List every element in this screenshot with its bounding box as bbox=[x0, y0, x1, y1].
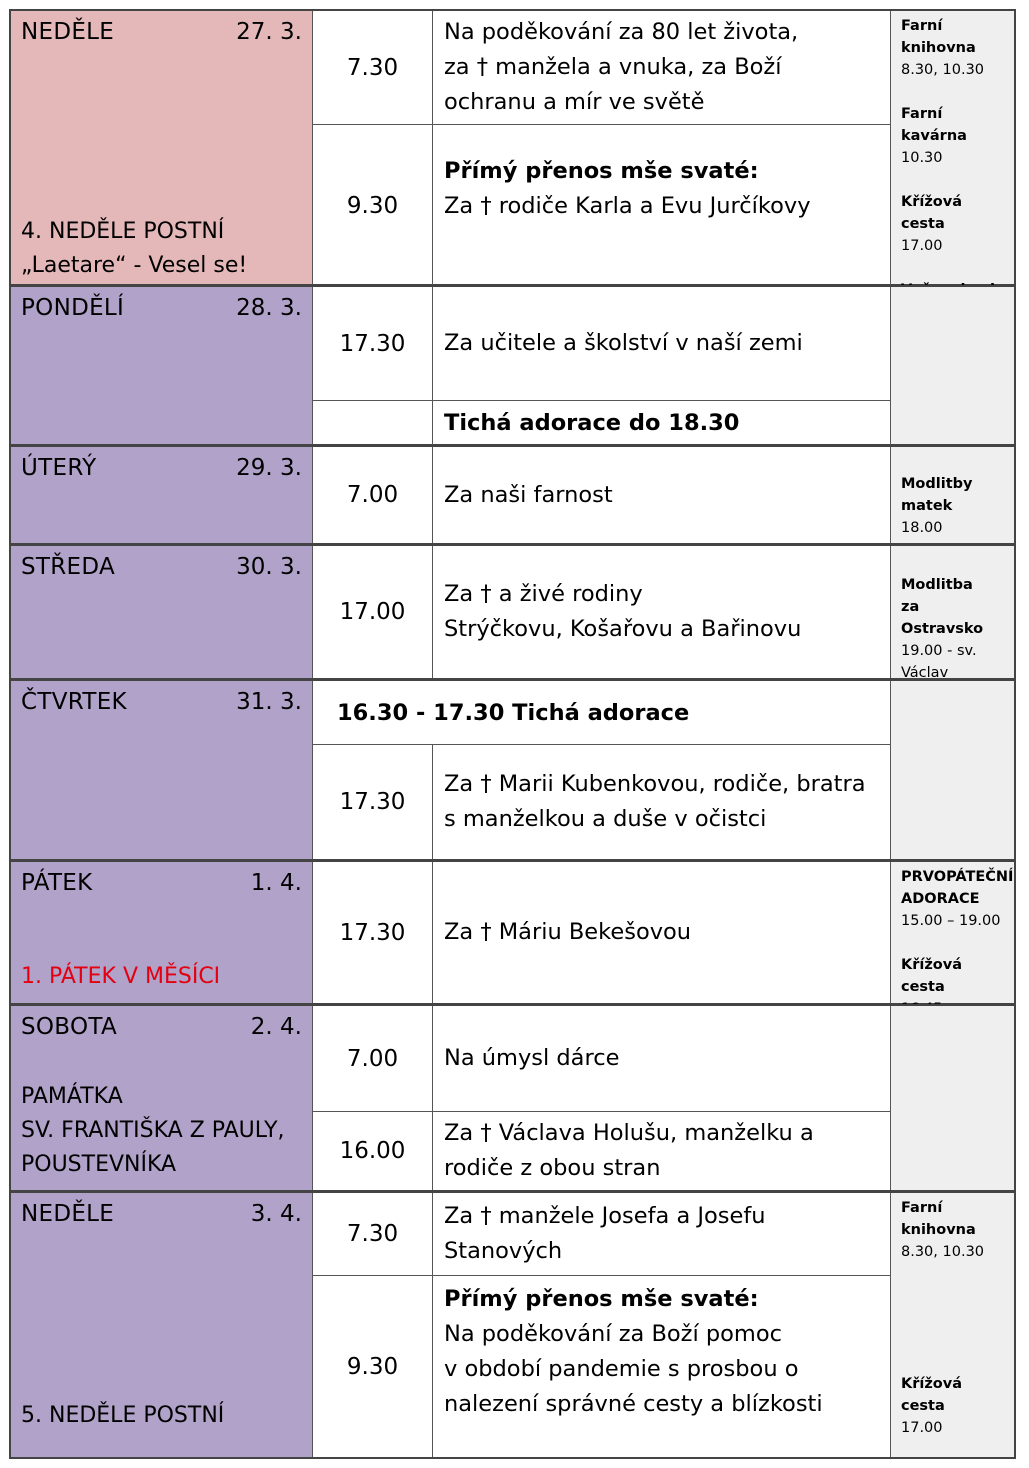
event-title: Modlitby matek bbox=[901, 476, 973, 514]
day-note-line: POUSTEVNÍKA bbox=[21, 1152, 177, 1177]
event-time: 17.00 bbox=[901, 1420, 943, 1436]
mass-row bbox=[313, 447, 891, 543]
day-block bbox=[9, 1004, 1016, 1192]
day-name: ČTVRTEK bbox=[21, 689, 127, 715]
mass-intention bbox=[433, 1006, 890, 1111]
mass-intention bbox=[433, 546, 890, 678]
day-date: 2. 4. bbox=[250, 1014, 302, 1040]
intention-line: Za † Marii Kubenkovou, rodiče, bratra bbox=[444, 771, 866, 797]
intention-line: Za † a živé rodiny bbox=[444, 581, 643, 607]
event-time: 15.00 – 19.00 bbox=[901, 913, 1001, 929]
side-events bbox=[891, 447, 1014, 543]
intention-line: Stanových bbox=[444, 1238, 563, 1264]
day-note bbox=[21, 1080, 285, 1182]
mass-intention bbox=[433, 1112, 890, 1190]
day-name: SOBOTA bbox=[21, 1014, 117, 1040]
day-block bbox=[9, 679, 1016, 861]
adoration-time-empty bbox=[313, 401, 433, 446]
broadcast-heading: Přímý přenos mše svaté: bbox=[444, 158, 759, 184]
mass-intention bbox=[433, 1276, 890, 1457]
event-time: 19.00 - sv. Václav bbox=[901, 643, 977, 681]
event-title: Modlitba za Ostravsko bbox=[901, 577, 984, 637]
event-time: 8.30, 10.30 bbox=[901, 1244, 985, 1260]
mass-row bbox=[313, 124, 891, 286]
day-date: 3. 4. bbox=[250, 1201, 302, 1227]
adoration-row bbox=[313, 400, 891, 446]
side-events bbox=[891, 546, 1014, 681]
mass-time: 17.00 bbox=[313, 546, 433, 678]
side-events bbox=[891, 11, 1014, 284]
day-cell bbox=[11, 447, 313, 543]
side-events bbox=[891, 862, 1014, 1003]
event-title: Křížová cesta bbox=[901, 1376, 962, 1414]
day-cell bbox=[11, 11, 313, 284]
day-cell bbox=[11, 862, 313, 1003]
day-name: PÁTEK bbox=[21, 870, 93, 896]
weekly-schedule bbox=[9, 9, 1016, 1459]
intention-line: Na poděkování za Boží pomoc bbox=[444, 1321, 782, 1347]
day-date: 29. 3. bbox=[236, 455, 302, 481]
event-title: Křížová cesta bbox=[901, 957, 962, 995]
mass-row bbox=[313, 744, 891, 859]
intention-line: rodiče z obou stran bbox=[444, 1155, 661, 1181]
mass-row bbox=[313, 1006, 891, 1111]
mass-row bbox=[313, 287, 891, 400]
day-block bbox=[9, 9, 1016, 286]
mass-time: 17.30 bbox=[313, 745, 433, 859]
mass-row bbox=[313, 1193, 891, 1275]
intention-line: ochranu a mír ve světě bbox=[444, 89, 705, 115]
day-block bbox=[9, 1191, 1016, 1459]
day-name: PONDĚLÍ bbox=[21, 295, 125, 321]
mass-intention bbox=[433, 447, 890, 543]
event-title: Farní kavárna bbox=[901, 106, 967, 144]
mass-time: 7.30 bbox=[313, 11, 433, 124]
mass-row bbox=[313, 11, 891, 124]
mass-intention bbox=[433, 862, 890, 1003]
day-cell bbox=[11, 287, 313, 444]
intention-line: Na úmysl dárce bbox=[444, 1045, 620, 1071]
intention-line: Za naši farnost bbox=[444, 481, 613, 508]
day-block bbox=[9, 445, 1016, 545]
day-name: NEDĚLE bbox=[21, 1201, 115, 1227]
day-date: 31. 3. bbox=[236, 689, 302, 715]
mass-intention bbox=[433, 745, 890, 859]
day-note bbox=[21, 215, 247, 283]
mass-time: 9.30 bbox=[313, 125, 433, 286]
first-friday-note: 1. PÁTEK V MĚSÍCI bbox=[21, 964, 221, 989]
day-block bbox=[9, 544, 1016, 680]
day-note-line: SV. FRANTIŠKA Z PAULY, bbox=[21, 1118, 285, 1143]
intention-line: Za † manžele Josefa a Josefu bbox=[444, 1203, 766, 1229]
intention-line: Za učitele a školství v naší zemi bbox=[444, 330, 803, 356]
mass-time: 9.30 bbox=[313, 1276, 433, 1457]
mass-intention bbox=[433, 125, 890, 286]
day-note-line: PAMÁTKA bbox=[21, 1084, 123, 1109]
day-note-line: „Laetare“ - Vesel se! bbox=[21, 253, 248, 278]
side-events bbox=[891, 287, 1014, 444]
intention-line: s manželkou a duše v očistci bbox=[444, 806, 767, 832]
mass-intention bbox=[433, 1193, 890, 1275]
mass-time: 17.30 bbox=[313, 862, 433, 1003]
intention-line: Za † Máriu Bekešovou bbox=[444, 919, 692, 945]
mass-row bbox=[313, 1275, 891, 1457]
event-title: Farní knihovna bbox=[901, 1200, 976, 1238]
day-block bbox=[9, 285, 1016, 446]
day-block bbox=[9, 860, 1016, 1005]
event-title: Farní knihovna bbox=[901, 18, 976, 56]
event-title: Křížová cesta bbox=[901, 194, 962, 232]
intention-line: v období pandemie s prosbou o bbox=[444, 1356, 799, 1382]
mass-time: 7.00 bbox=[313, 1006, 433, 1111]
intention-line: Na poděkování za 80 let života, bbox=[444, 19, 799, 45]
day-note: 5. NEDĚLE POSTNÍ bbox=[21, 1403, 225, 1428]
day-name: NEDĚLE bbox=[21, 19, 115, 45]
event-time: 18.00 bbox=[901, 520, 943, 536]
mass-intention bbox=[433, 287, 890, 400]
broadcast-heading: Přímý přenos mše svaté: bbox=[444, 1286, 759, 1312]
intention-line: Za † Václava Holušu, manželku a bbox=[444, 1120, 814, 1146]
day-date: 27. 3. bbox=[236, 19, 302, 45]
day-date: 30. 3. bbox=[236, 554, 302, 580]
intention-line: Za † rodiče Karla a Evu Jurčíkovy bbox=[444, 193, 811, 219]
mass-row bbox=[313, 1111, 891, 1190]
day-name: ÚTERÝ bbox=[21, 455, 97, 481]
day-cell bbox=[11, 1006, 313, 1190]
day-cell bbox=[11, 681, 313, 859]
intention-line: nalezení správné cesty a blízkosti bbox=[444, 1391, 823, 1417]
event-time: 17.00 bbox=[901, 238, 943, 254]
intention-line: Strýčkovu, Košařovu a Bařinovu bbox=[444, 616, 802, 642]
mass-time: 17.30 bbox=[313, 287, 433, 400]
day-date: 1. 4. bbox=[250, 870, 302, 896]
mass-row bbox=[313, 546, 891, 678]
adoration-row: 16.30 - 17.30 Tichá adorace bbox=[313, 681, 891, 744]
intention-line: za † manžela a vnuka, za Boží bbox=[444, 54, 782, 80]
side-events bbox=[891, 1006, 1014, 1190]
day-cell bbox=[11, 546, 313, 678]
event-time: 8.30, 10.30 bbox=[901, 62, 985, 78]
day-cell bbox=[11, 1193, 313, 1457]
adoration-text: Tichá adorace do 18.30 bbox=[444, 410, 740, 436]
mass-time: 7.00 bbox=[313, 447, 433, 543]
mass-intention bbox=[433, 11, 890, 124]
side-events bbox=[891, 1193, 1014, 1457]
day-date: 28. 3. bbox=[236, 295, 302, 321]
event-time: 10.30 bbox=[901, 150, 943, 166]
mass-time: 7.30 bbox=[313, 1193, 433, 1275]
mass-row bbox=[313, 862, 891, 1003]
event-title: PRVOPÁTEČNÍ ADORACE bbox=[901, 869, 1014, 907]
mass-time: 16.00 bbox=[313, 1112, 433, 1190]
side-events bbox=[891, 681, 1014, 859]
day-name: STŘEDA bbox=[21, 554, 116, 580]
day-note-line: 4. NEDĚLE POSTNÍ bbox=[21, 219, 225, 244]
